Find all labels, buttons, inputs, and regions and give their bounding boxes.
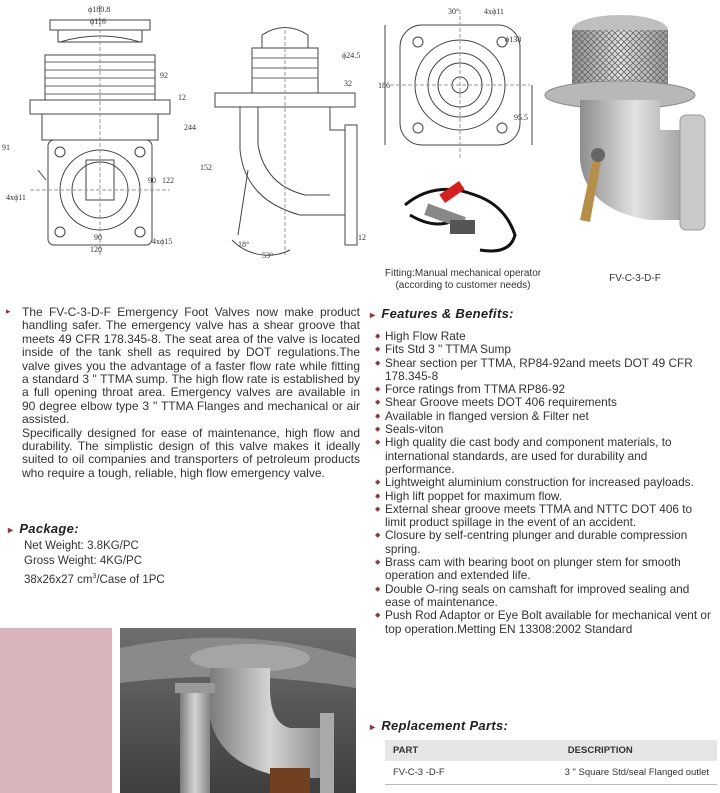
feature-item: ◆ Shear Groove meets DOT 406 requirements	[375, 396, 715, 409]
dim-244: 244	[184, 123, 196, 132]
dim-18deg: 18°	[238, 240, 250, 249]
product-photo	[540, 0, 720, 255]
feature-item: ◆ Double O-ring seals on camshaft for improved sealing and ease of maintenance.	[375, 583, 715, 610]
replacement-heading: Replacement Parts:	[381, 718, 509, 733]
dim-30deg: 30°	[448, 7, 460, 16]
dim-12-section: 12	[358, 233, 366, 242]
feature-item: ◆ High lift poppet for maximum flow.	[375, 490, 715, 503]
dim-116: ϕ116	[90, 17, 106, 26]
column-header-part: PART	[385, 740, 484, 761]
part-description-cell: 3 " Square Std/seal Flanged outlet	[484, 761, 717, 785]
package-info	[24, 539, 324, 588]
description-paragraph-1: The FV-C-3-D-F Emergency Foot Valves now make product handling safer. The emergency valve has a shear groove that meets 49 CFR 178.345-8. The seat area of the valve is located inside of the tank shell as required by DOT regulations.The valve gives you the advantage of a faster flow rate while fitting a standard 3 " TTMA sump. The high flow rate is established by a full opening throat area. Emergency valves are available in 90 degree elbow type 3 " TTMA Flanges and mechanical or air assisted.	[22, 305, 360, 427]
dim-186: 186	[378, 81, 390, 90]
feature-item: ◆ Available in flanged version & Filter net	[375, 410, 715, 423]
feature-item: ◆ Lightweight aluminium construction for increased payloads.	[375, 476, 715, 489]
feature-item: ◆ Fits Std 3 " TTMA Sump	[375, 343, 715, 356]
fitting-caption: Fitting:Manual mechanical operator (according to customer needs)	[384, 268, 542, 291]
replacement-parts-table	[385, 740, 717, 785]
description-bullet-icon: ▸	[6, 306, 11, 316]
feature-item: ◆ Brass cam with bearing boot on plunger stem for smooth operation and extended life.	[375, 556, 715, 583]
description-paragraph-2: Specifically designed for ease of maintenance, high flow and durability. The simplistic design of this valve makes it ideally suited to oil companies and transporters of petroleum products who require a tough, reliable, high flow emergency valve.	[22, 425, 360, 480]
features-list	[375, 330, 715, 636]
table-row	[385, 761, 717, 785]
replacement-heading-icon: ▸	[370, 722, 376, 733]
features-heading: Features & Benefits:	[381, 306, 514, 321]
feature-item: ◆ Shear section per TTMA, RP84-92and meets DOT 49 CFR 178.345-8	[375, 357, 715, 384]
dim-32: 32	[344, 79, 352, 88]
dim-92: 92	[160, 71, 168, 80]
dim-53deg: 53°	[262, 251, 274, 260]
feature-item: ◆ Closure by self-centring plunger and durable compression spring.	[375, 529, 715, 556]
dim-12: 12	[178, 93, 186, 102]
gross-weight: Gross Weight: 4KG/PC	[24, 555, 143, 567]
dim-phi24-5: ϕ24.5	[342, 51, 361, 60]
manual-operator-image	[395, 175, 530, 265]
decorative-pink-block	[0, 628, 112, 793]
net-weight: Net Weight: 3.8KG/PC	[24, 540, 139, 552]
feature-item: ◆ High quality die cast body and component materials, to international standards, are used for durability and performance.	[375, 436, 715, 476]
case-size: 38x26x27 $cm^3$/Case of 1PC	[24, 573, 165, 586]
feature-item: ◆ External shear groove meets TTMA and NTTC DOT 406 to limit product spillage in the event of an accident.	[375, 503, 715, 530]
features-heading-icon: ▸	[370, 310, 376, 321]
installation-photo	[120, 628, 356, 793]
dim-4xphi15: 4xϕ15	[152, 237, 173, 246]
dim-120: 120	[90, 245, 102, 254]
feature-item: ◆ Push Rod Adaptor or Eye Bolt available for mechanical vent or top operation.Metting EN 13308:2002 Standard	[375, 609, 715, 636]
dim-phi138: ϕ138	[505, 35, 522, 44]
technical-drawings	[0, 0, 380, 262]
dim-4xphi11-top: 4xϕ11	[484, 7, 504, 16]
dim-95-5: 95.5	[514, 113, 528, 122]
part-number-cell: FV-C-3 -D-F	[385, 761, 484, 785]
replacement-heading-row	[370, 718, 508, 733]
dim-180: ϕ180.8	[88, 5, 111, 14]
package-heading: Package:	[19, 521, 79, 536]
package-heading-row	[8, 521, 79, 536]
section-view-drawing	[215, 28, 357, 256]
front-view-drawing	[30, 5, 173, 255]
dim-90-right: 90	[148, 176, 156, 185]
dim-90-bottom: 90	[94, 233, 102, 242]
column-header-description: DESCRIPTION	[484, 740, 717, 761]
dim-122: 122	[162, 176, 174, 185]
dim-91: 91	[2, 143, 10, 152]
package-heading-icon: ▸	[8, 525, 14, 536]
dim-4xphi11: 4xϕ11	[6, 193, 26, 202]
table-header-row	[385, 740, 717, 761]
description-block	[22, 306, 360, 480]
feature-item: ◆ High Flow Rate	[375, 330, 715, 343]
model-caption: FV-C-3-D-F	[609, 273, 661, 284]
features-heading-row	[370, 306, 514, 321]
feature-item: ◆ Seals-viton	[375, 423, 715, 436]
dim-152: 152	[200, 163, 212, 172]
feature-item: ◆ Force ratings from TTMA RP86-92	[375, 383, 715, 396]
top-view-drawing	[380, 0, 540, 175]
